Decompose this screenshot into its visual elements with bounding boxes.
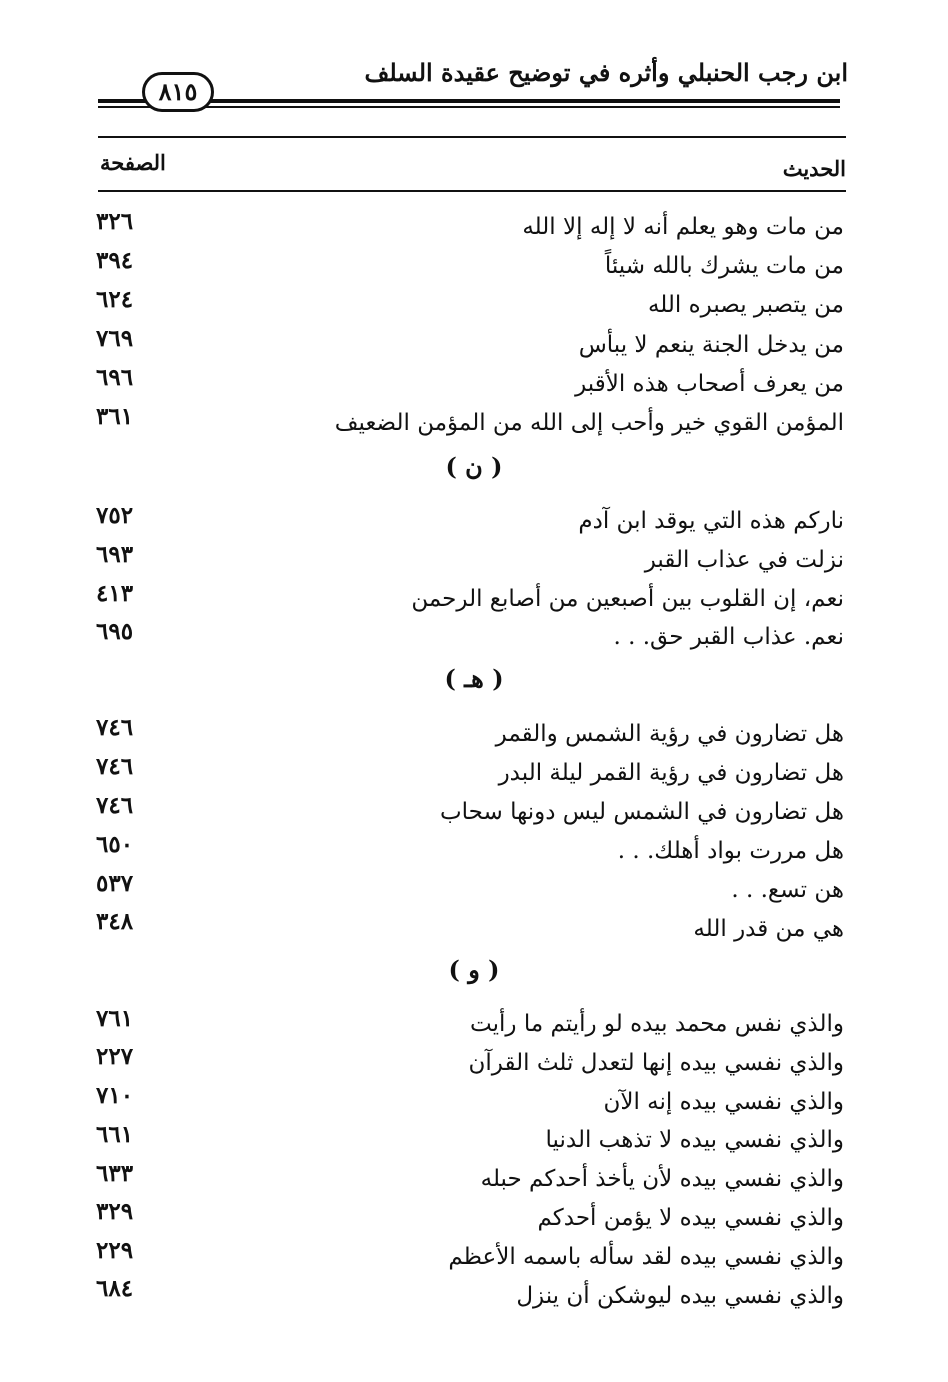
hadith-entry-text: من مات يشرك بالله شيئاً <box>604 253 844 279</box>
section-heading-ha: ( هـ ) <box>444 664 504 693</box>
hadith-entry-text: هل تضارون في رؤية القمر ليلة البدر <box>498 760 844 786</box>
hadith-entry-text: هل تضارون في رؤية الشمس والقمر <box>495 721 844 747</box>
hadith-entry-page: ٦٦١ <box>96 1121 134 1148</box>
hadith-entry-page: ٦٣٣ <box>96 1160 134 1187</box>
hadith-entry-page: ٦٢٤ <box>96 286 134 313</box>
hadith-entry-page: ٧١٠ <box>96 1082 134 1109</box>
hadith-entry-page: ٦٩٣ <box>96 541 134 568</box>
hadith-entry-page: ٦٩٦ <box>96 364 134 391</box>
hadith-entry-page: ٣٩٤ <box>96 247 134 274</box>
hadith-entry-text: من مات وهو يعلم أنه لا إله إلا الله <box>522 214 844 240</box>
hadith-entry-page: ٣٢٦ <box>96 208 134 235</box>
hadith-entry-page: ٣٦١ <box>96 403 134 430</box>
hadith-entry-text: نزلت في عذاب القبر <box>644 547 844 573</box>
hadith-entry-page: ٤١٣ <box>96 580 134 607</box>
hadith-entry-text: والذي نفسي بيده لقد سأله باسمه الأعظم <box>448 1244 844 1270</box>
hadith-entry-page: ٦٥٠ <box>96 831 134 858</box>
hadith-entry-text: من يدخل الجنة ينعم لا يبأس <box>578 332 844 358</box>
hadith-entry-text: هن تسع. . . <box>731 877 844 903</box>
hadith-entry-page: ٦٩٥ <box>96 618 134 645</box>
section-heading-nun: ( ن ) <box>445 452 503 481</box>
hadith-entry-text: نعم، إن القلوب بين أصبعين من أصابع الرحمن <box>411 586 844 612</box>
hadith-entry-page: ٦٨٤ <box>96 1275 134 1302</box>
hadith-entry-text: هي من قدر الله <box>693 916 844 942</box>
hadith-entry-text: من يعرف أصحاب هذه الأقبر <box>575 371 844 397</box>
column-header-hadith: الحديث <box>782 156 846 181</box>
hadith-entry-page: ٧٦٩ <box>96 325 134 352</box>
hadith-entry-page: ٧٤٦ <box>96 753 134 780</box>
hadith-entry-page: ٧٤٦ <box>96 792 134 819</box>
hadith-entry-text: من يتصبر يصبره الله <box>647 292 844 318</box>
hadith-entry-text: والذي نفس محمد بيده لو رأيتم ما رأيت <box>470 1011 844 1037</box>
hadith-entry-page: ٧٤٦ <box>96 714 134 741</box>
hadith-entry-page: ٣٤٨ <box>96 908 134 935</box>
column-header-page: الصفحة <box>100 150 166 175</box>
hadith-entry-page: ٢٢٩ <box>96 1237 134 1264</box>
hadith-entry-text: والذي نفسي بيده لا تذهب الدنيا <box>545 1127 844 1153</box>
hadith-entry-page: ٧٥٢ <box>96 502 134 529</box>
page-number-badge: ٨١٥ <box>142 72 214 112</box>
running-title: ابن رجب الحنبلي وأثره في توضيح عقيدة السلف <box>364 58 848 87</box>
hadith-entry-text: نعم. عذاب القبر حق. . . <box>613 624 844 650</box>
hadith-entry-text: والذي نفسي بيده ليوشكن أن ينزل <box>516 1283 844 1309</box>
hadith-entry-page: ٥٣٧ <box>96 870 134 897</box>
section-heading-waw: ( و ) <box>448 955 500 984</box>
hadith-entry-text: والذي نفسي بيده لا يؤمن أحدكم <box>537 1205 844 1231</box>
hadith-entry-text: والذي نفسي بيده لأن يأخذ أحدكم حبله <box>480 1166 844 1192</box>
hadith-entry-page: ٣٢٩ <box>96 1198 134 1225</box>
hadith-entry-text: هل تضارون في الشمس ليس دونها سحاب <box>440 799 844 825</box>
hadith-entry-text: والذي نفسي بيده إنه الآن <box>603 1089 844 1115</box>
hadith-entry-text: هل مررت بواد أهلك. . . <box>617 838 844 864</box>
hadith-entry-page: ٢٢٧ <box>96 1043 134 1070</box>
hadith-entry-page: ٧٦١ <box>96 1005 134 1032</box>
hadith-entry-text: والذي نفسي بيده إنها لتعدل ثلث القرآن <box>468 1050 844 1076</box>
hadith-entry-text: ناركم هذه التي يوقد ابن آدم <box>578 508 844 534</box>
hadith-entry-text: المؤمن القوي خير وأحب إلى الله من المؤمن الضعيف <box>334 410 844 436</box>
